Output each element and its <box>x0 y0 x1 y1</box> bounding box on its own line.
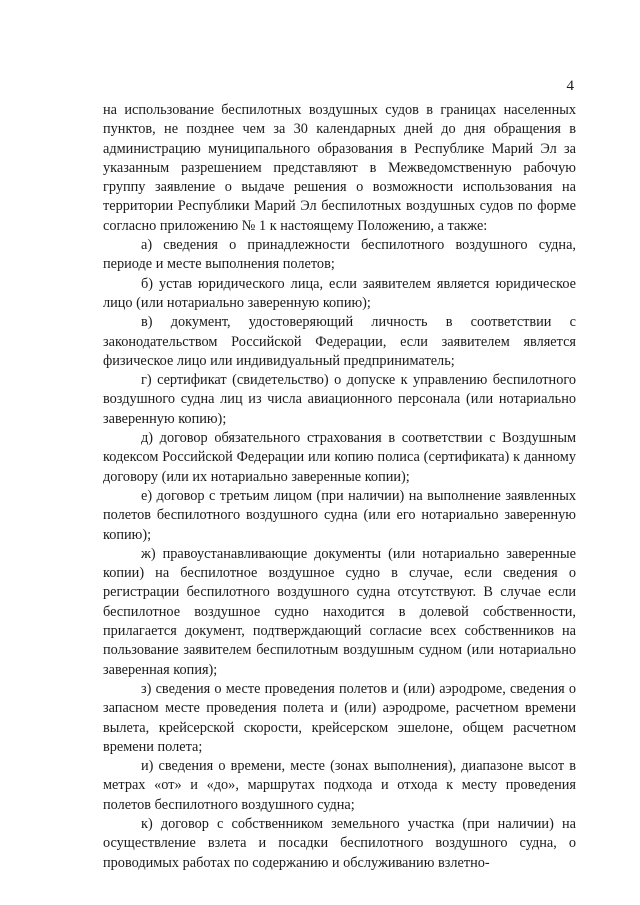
list-item-g: г) сертификат (свидетельство) о допуске к управлению беспилотного воздушного судна лиц из числа авиационного персонала (или нотариально заверенную копию); <box>103 372 576 427</box>
list-item-d: д) договор обязательного страхования в соответствии с Воздушным кодексом Российской Федерации или копию полиса (сертификата) к данному договору (или их нотариально заверенные копии); <box>103 430 576 485</box>
list-item-i: и) сведения о времени, месте (зонах выполнения), диапазоне высот в метрах «от» и «до», маршрутах подхода и отхода к месту проведения полетов беспилотного воздушного судна; <box>103 758 576 813</box>
page-number: 4 <box>566 78 574 94</box>
list-item-b: б) устав юридического лица, если заявителем является юридическое лицо (или нотариально заверенную копию); <box>103 275 576 311</box>
list-item-zh: ж) правоустанавливающие документы (или нотариально заверенные копии) на беспилотное воздушное судно в случае, если сведения о регистрации беспилотного воздушного судна отсутствуют. В случае если беспилотное воздушное судно находится в долевой собственности, прилагается документ, подтверждающий согласие всех собственников на пользование заявителем беспилотным воздушным судном (или нотариально заверенная копия); <box>103 545 576 678</box>
list-item-a: а) сведения о принадлежности беспилотного воздушного судна, периоде и месте выполнения полетов; <box>103 237 576 273</box>
list-item-v: в) документ, удостоверяющий личность в соответствии с законодательством Российской Федерации, если заявителем является физическое лицо или индивидуальный предприниматель; <box>103 314 576 369</box>
list-item-z: з) сведения о месте проведения полетов и (или) аэродроме, сведения о запасном месте проведения полета и (или) аэродроме, расчетном времени вылета, крейсерской скорости, крейсерском эшелоне, общем расчетном времени полета; <box>103 680 576 755</box>
list-item-e: е) договор с третьим лицом (при наличии) на выполнение заявленных полетов беспилотного воздушного судна (или его нотариально заверенную копию); <box>103 487 576 543</box>
list-item-k: к) договор с собственником земельного участка (при наличии) на осуществление взлета и посадки беспилотного воздушного судна, о проводимых работах по содержанию и обслуживанию взлетно- <box>103 815 576 871</box>
document-body <box>103 101 576 873</box>
paragraph-intro: на использование беспилотных воздушных судов в границах населенных пунктов, не позднее чем за 30 календарных дней до дня обращения в администрацию муниципального образования в Республике Марий Эл за указанным разрешением представляют в Межведомственную рабочую группу заявление о выдаче решения о возможности использования на территории Республики Марий Эл беспилотных воздушных судов по форме согласно приложению № 1 к настоящему Положению, а также: <box>103 102 576 234</box>
